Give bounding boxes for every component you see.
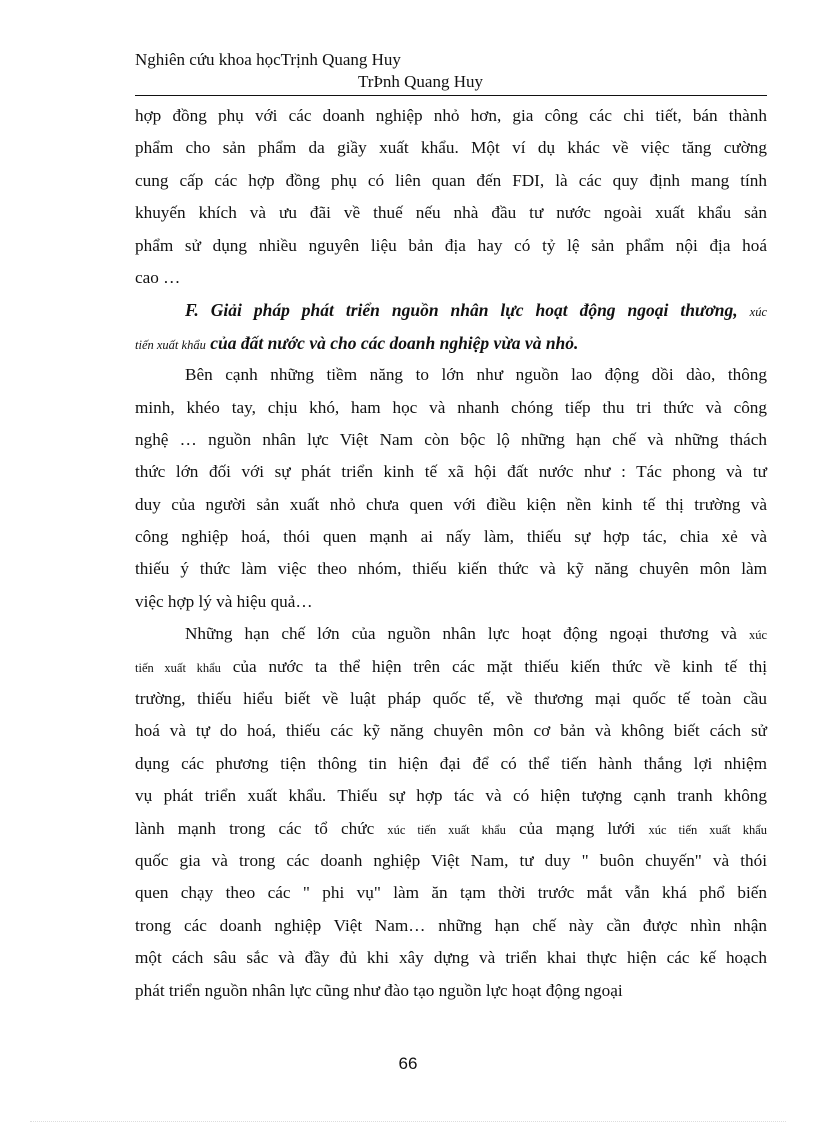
text-line: minh, khéo tay, chịu khó, ham học và nhanh chóng tiếp thu tri thức và công — [135, 397, 767, 417]
text-line: cao … — [135, 267, 181, 287]
text-line: công nghiệp hoá, thói quen mạnh ai nấy làm, thiếu sự hợp tác, chia xẻ và — [135, 527, 767, 547]
text-line: trong các doanh nghiệp Việt Nam… những hạn chế này cần được nhìn nhận — [135, 915, 767, 935]
text-span: Những hạn chế lớn của nguồn nhân lực hoạt động ngoại thương và — [185, 624, 737, 644]
text-line: vụ phát triển xuất khẩu. Thiếu sự hợp tác và có hiện tượng cạnh tranh không — [135, 786, 767, 806]
text-line: quen chạy theo các " phi vụ" làm ăn tạm thời trước mắt vẫn khá phổ biến — [135, 883, 767, 903]
page-bottom-divider — [30, 1121, 786, 1122]
text-line: hợp đồng phụ với các doanh nghiệp nhỏ hơn, gia công các chi tiết, bán thành — [135, 106, 767, 125]
small-text-span: xúc tiến xuất khẩu — [387, 822, 506, 837]
heading-text: F. Giải pháp phát triển nguồn nhân lực hoạt động ngoại thương, — [185, 300, 738, 321]
small-text-span: xúc tiến xuất khẩu — [648, 822, 768, 837]
heading-small-text: tiến xuất khẩu — [135, 337, 206, 352]
text-line — [135, 651, 767, 683]
small-text-span: tiến xuất khẩu — [135, 660, 221, 675]
body-text — [135, 100, 767, 1007]
text-line: khuyến khích và ưu đãi về thuế nếu nhà đầu tư nước ngoài xuất khẩu sản — [135, 203, 767, 223]
small-text-span: xúc — [748, 628, 768, 643]
text-span: lành mạnh trong các tổ chức — [135, 818, 375, 838]
text-line: dụng các phương tiện thông tin hiện đại để có thể tiến hành thắng lợi nhiệm — [135, 753, 767, 773]
running-header-line1: Nghiên cứu khoa họcTrịnh Quang Huy — [135, 50, 401, 69]
text-line: phẩm cho sản phẩm da giầy xuất khẩu. Một ví dụ khác về việc tăng cường — [135, 138, 767, 158]
text-line: phát triển nguồn nhân lực cũng như đào tạo nguồn lực hoạt động ngoại — [135, 980, 623, 1000]
heading-small-text: xúc — [749, 305, 767, 320]
text-line: trường, thiếu hiểu biết về luật pháp quốc tế, về thương mại quốc tế toàn cầu — [135, 689, 767, 709]
text-line: một cách sâu sắc và đầy đủ khi xây dựng và triển khai thực hiện các kế hoạch — [135, 948, 767, 968]
text-line: Bên cạnh những tiềm năng to lớn như nguồn lao động dồi dào, thông — [185, 365, 767, 385]
text-line — [135, 813, 767, 845]
text-line: quốc gia và trong các doanh nghiệp Việt Nam, tư duy " buôn chuyến" và thói — [135, 850, 767, 870]
text-line: duy của người sản xuất nhỏ chưa quen với điều kiện nền kinh tế thị trường và — [135, 494, 767, 514]
heading-text: của đất nước và cho các doanh nghiệp vừa và nhỏ. — [210, 332, 579, 353]
running-header-line2: TrÞnh Quang Huy — [358, 72, 484, 91]
text-span: của mạng lưới — [519, 818, 636, 838]
page-number: 66 — [398, 1054, 418, 1073]
section-heading-line1 — [135, 294, 767, 326]
text-span: của nước ta thể hiện trên các mặt thiếu kiến thức về kinh tế thị — [232, 656, 767, 676]
header-rule — [135, 95, 767, 96]
text-line: thức lớn đối với sự phát triển kinh tế xã hội đất nước như : Tác phong và tư — [135, 462, 767, 482]
text-line: hoá và tự do hoá, thiếu các kỹ năng chuyên môn cơ bản và không biết cách sử — [135, 721, 767, 741]
text-line: cung cấp các hợp đồng phụ có liên quan đến FDI, là các quy định mang tính — [135, 170, 767, 190]
text-line: việc hợp lý và hiệu quả… — [135, 591, 313, 611]
text-line: phẩm sử dụng nhiều nguyên liệu bản địa hay có tỷ lệ sản phẩm nội địa hoá — [135, 235, 767, 255]
text-line: thiếu ý thức làm việc theo nhóm, thiếu kiến thức và kỹ năng chuyên môn làm — [135, 559, 767, 579]
text-line: nghệ … nguồn nhân lực Việt Nam còn bộc lộ những hạn chế và những thách — [135, 429, 767, 449]
section-heading-line2 — [135, 327, 767, 359]
text-line — [135, 618, 767, 650]
